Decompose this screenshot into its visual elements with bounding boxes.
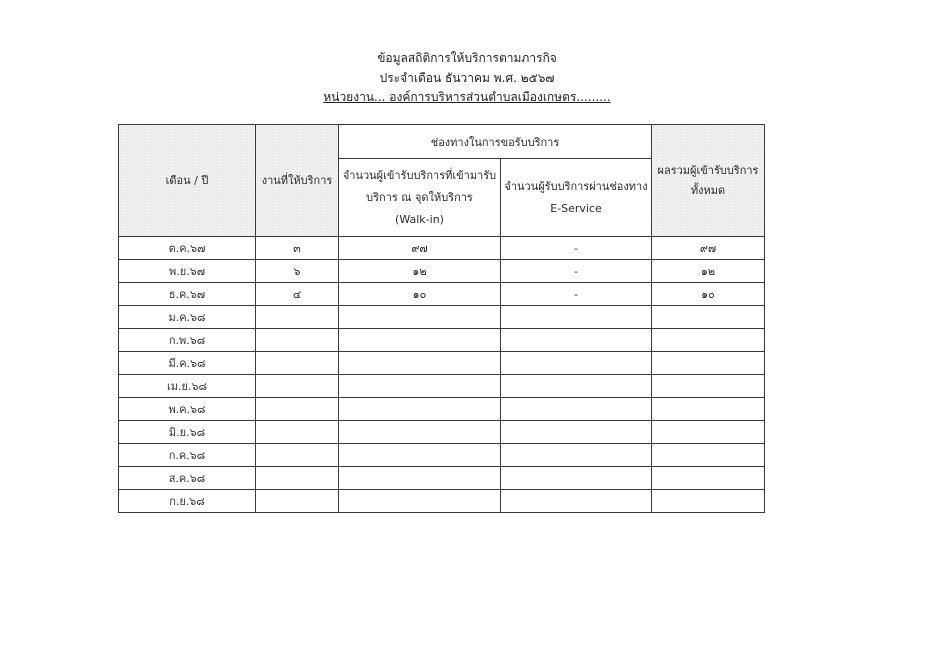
agency-name: หน่วยงาน... องค์การบริหารส่วนตำบลเมืองเกษตร......... [323,90,611,104]
eservice-cell: - [501,260,652,283]
total-cell: ๑๐ [652,283,765,306]
table-row [119,352,765,375]
total-cell [652,490,765,513]
walkin-cell [339,444,501,467]
services-cell: ๖ [256,260,339,283]
walkin-cell [339,421,501,444]
month-year-header-label: เดือน / ปี [165,173,209,187]
eservice-cell: - [501,237,652,260]
total-cell [652,352,765,375]
month-cell: ต.ค.๖๗ [119,237,256,260]
total-cell [652,444,765,467]
services-header-label: งานที่ให้บริการ [261,173,333,187]
table-row [119,467,765,490]
month-cell: มิ.ย.๖๘ [119,421,256,444]
eservice-cell [501,329,652,352]
eservice-cell [501,467,652,490]
services-cell [256,467,339,490]
walkin-cell: ๑๐ [339,283,501,306]
eservice-cell [501,421,652,444]
services-cell: ๓ [256,237,339,260]
services-cell [256,398,339,421]
month-cell: ธ.ค.๖๗ [119,283,256,306]
eservice-header-line1: จำนวนผู้รับบริการผ่านช่องทาง [504,179,648,193]
eservice-cell [501,375,652,398]
month-cell: พ.ย.๖๗ [119,260,256,283]
table-row [119,444,765,467]
month-cell: มี.ค.๖๘ [119,352,256,375]
services-cell [256,444,339,467]
eservice-cell [501,352,652,375]
total-cell [652,398,765,421]
total-header-line2: ทั้งหมด [690,183,726,197]
services-header [256,125,339,237]
month-cell: พ.ค.๖๘ [119,398,256,421]
eservice-cell: - [501,283,652,306]
eservice-header-line2: E-Service [550,201,602,215]
table-row [119,329,765,352]
statistics-table [118,124,765,513]
walkin-header-line1: จำนวนผู้เข้ารับบริการที่เข้ามารับ [342,168,497,182]
table-row [119,421,765,444]
walkin-header-line3: (Walk-in) [395,212,444,226]
walkin-cell [339,329,501,352]
total-cell [652,467,765,490]
services-cell [256,352,339,375]
services-cell: ๔ [256,283,339,306]
total-header [652,125,765,237]
total-header-line1: ผลรวมผู้เข้ารับบริการ [657,163,759,177]
document-title: ข้อมูลสถิติการให้บริการตามภารกิจ [377,51,557,65]
table-row [119,490,765,513]
table-row [119,237,765,260]
table-row [119,260,765,283]
walkin-cell [339,398,501,421]
month-cell: เม.ย.๖๘ [119,375,256,398]
total-cell [652,375,765,398]
table-row [119,283,765,306]
eservice-cell [501,306,652,329]
services-cell [256,490,339,513]
services-cell [256,306,339,329]
eservice-cell [501,444,652,467]
services-cell [256,375,339,398]
document-period: ประจำเดือน ธันวาคม พ.ศ. ๒๕๖๗ [379,71,555,85]
walkin-cell [339,467,501,490]
total-cell: ๙๗ [652,237,765,260]
channels-header [339,125,652,159]
channels-header-label: ช่องทางในการขอรับบริการ [430,135,560,149]
eservice-cell [501,398,652,421]
month-cell: ม.ค.๖๘ [119,306,256,329]
table-row [119,306,765,329]
table-row [119,398,765,421]
total-cell [652,421,765,444]
walkin-cell [339,490,501,513]
walkin-cell [339,306,501,329]
walkin-cell [339,352,501,375]
eservice-header [501,159,652,237]
month-cell: ก.ย.๖๘ [119,490,256,513]
eservice-cell [501,490,652,513]
walkin-cell: ๑๒ [339,260,501,283]
walkin-header-line2: บริการ ณ จุดให้บริการ [366,190,473,204]
total-cell: ๑๒ [652,260,765,283]
walkin-cell [339,375,501,398]
month-cell: ก.ค.๖๘ [119,444,256,467]
month-cell: ก.พ.๖๘ [119,329,256,352]
total-cell [652,329,765,352]
table-row [119,375,765,398]
walkin-header [339,159,501,237]
services-cell [256,329,339,352]
walkin-cell: ๙๗ [339,237,501,260]
month-year-header [119,125,256,237]
services-cell [256,421,339,444]
month-cell: ส.ค.๖๘ [119,467,256,490]
total-cell [652,306,765,329]
